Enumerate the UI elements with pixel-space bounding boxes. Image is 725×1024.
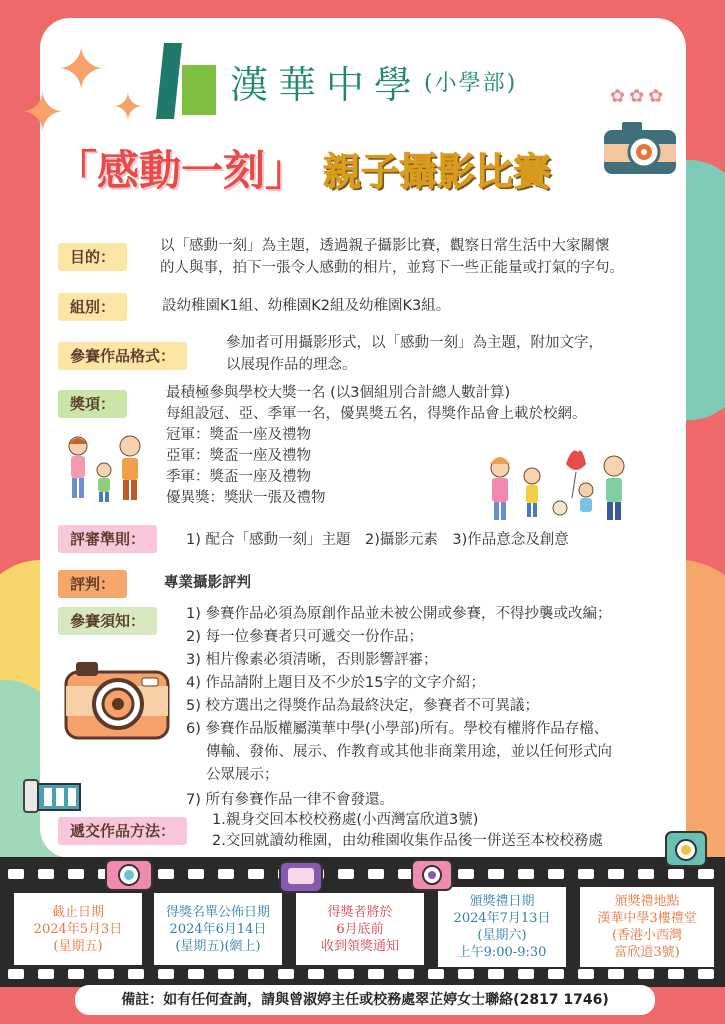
camera-icon [104, 852, 154, 892]
notes-line: 5) 校方選出之得獎作品為最終決定，參賽者不可異議； [186, 698, 539, 714]
purpose-line: 以「感動一刻」為主題，透過親子攝影比賽，觀察日常生活中大家關懷 [160, 238, 610, 254]
awards-tag: 獎項： [58, 390, 127, 418]
schedule-text: 得獎者將於 [327, 904, 393, 920]
format-line: 以展現作品的理念。 [226, 357, 357, 373]
schedule-ceremony-venue [580, 887, 714, 967]
awards-line: 優異獎：獎狀一張及禮物 [166, 490, 326, 506]
schedule-text: 收到領獎通知 [320, 938, 399, 954]
schedule-notification [296, 893, 424, 965]
schedule-text: (香港小西灣 [611, 928, 683, 943]
submission-line: 1.親身交回本校校務處(小西灣富欣道3號) [212, 812, 479, 828]
schedule-text: 2024年7月13日 [453, 911, 551, 926]
awards-line: 每組設冠、亞、季軍一名，優異獎五名，得獎作品會上載於校網。 [166, 406, 587, 422]
notes-line: 2) 每一位參賽者只可遞交一份作品； [186, 629, 423, 645]
event-title [55, 138, 645, 198]
schedule-text: 頒獎禮地點 [614, 894, 680, 909]
title-main: 「感動一刻」 [55, 146, 308, 195]
format-line: 參加者可用攝影形式，以「感動一刻」為主題，附加文字， [226, 335, 603, 351]
groups-tag: 組別： [58, 293, 127, 321]
family-illustration [486, 442, 636, 524]
schedule-text: 2024年6月14日 [169, 921, 267, 937]
notes-tag: 參賽須知： [58, 607, 157, 635]
schedule-text: 2024年5月3日 [33, 921, 123, 937]
notes-line: 傳輸、發佈、展示、作教育或其他非商業用途，並以任何形式向 [206, 744, 612, 760]
awards-line: 最積極參與學校大獎一名 (以3個組別合計總人數計算) [166, 385, 511, 401]
schedule-text: 上午9:00-9:30 [457, 945, 547, 960]
purpose-line: 的人與事，拍下一張令人感動的相片，並寫下一些正能量或打氣的字句。 [160, 260, 624, 276]
flowers-decoration: ✿✿✿ [610, 86, 668, 107]
star-icon: ✦ [20, 81, 66, 144]
format-tag: 參賽作品格式： [58, 342, 187, 370]
family-illustration [62, 432, 150, 504]
schedule-ceremony-date [438, 887, 566, 967]
schedule-text: 截止日期 [51, 904, 104, 920]
awards-line: 亞軍：獎盃一座及禮物 [166, 448, 311, 464]
footer-note: 備註：如有任何查詢，請與曾淑婷主任或校務處翠芷婷女士聯絡(2817 1746) [75, 985, 655, 1015]
notes-line: 公眾展示； [206, 767, 279, 783]
groups-text: 設幼稚園K1組、幼稚園K2組及幼稚園K3組。 [162, 298, 451, 314]
judge-text: 專業攝影評判 [164, 575, 251, 591]
submission-line: 2.交回就讀幼稚園，由幼稚園收集作品後一併送至本校校務處 [212, 833, 603, 849]
star-icon: ✦ [56, 35, 107, 105]
camera-icon [278, 856, 324, 894]
schedule-results [154, 893, 282, 965]
schedule-text: (星期五) [53, 938, 103, 954]
schedule-text: (星期五)(網上) [175, 938, 261, 954]
schedule-deadline [14, 893, 142, 965]
schedule-text: 得獎名單公佈日期 [165, 904, 270, 920]
notes-line: 3) 相片像素必須清晰，否則影響評審； [186, 652, 438, 668]
awards-line: 冠軍：獎盃一座及禮物 [166, 427, 311, 443]
school-logo [160, 43, 218, 119]
schedule-text: 富欣道3號) [614, 945, 680, 960]
star-icon: ✦ [112, 85, 144, 129]
school-name: 漢華中學 [230, 62, 423, 107]
schedule-text: 漢華中學3樓禮堂 [597, 911, 697, 926]
criteria-tag: 評審準則： [58, 525, 157, 553]
school-header [160, 36, 610, 126]
notes-line: 7) 所有參賽作品一律不會發還。 [186, 792, 394, 808]
camera-icon [62, 656, 172, 742]
notes-line: 4) 作品請附上題目及不少於15字的文字介紹； [186, 675, 485, 691]
schedule-text: 頒獎禮日期 [469, 894, 535, 909]
balloon-icon [566, 451, 586, 471]
film-holes-bottom [8, 969, 718, 979]
schedule-text: 6月底前 [336, 921, 384, 937]
school-sub-name: (小學部) [424, 70, 518, 96]
submission-tag: 遞交作品方法： [58, 817, 187, 845]
title-sub: 親子攝影比賽 [323, 150, 552, 194]
schedule-text: (星期六) [477, 928, 527, 943]
notes-line: 1) 參賽作品必須為原創作品並未被公開或參賽，不得抄襲或改編； [186, 606, 612, 622]
criteria-text: 1) 配合「感動一刻」主題 2)攝影元素 3)作品意念及創意 [186, 532, 569, 548]
judge-tag: 評判： [58, 570, 127, 598]
purpose-tag: 目的： [58, 243, 127, 271]
camera-icon [664, 822, 708, 870]
film-roll-icon [22, 776, 82, 816]
camera-icon [410, 854, 454, 892]
notes-line: 6) 參賽作品版權屬漢華中學(小學部)所有。學校有權將作品存檔、 [186, 721, 609, 737]
awards-line: 季軍：獎盃一座及禮物 [166, 469, 311, 485]
